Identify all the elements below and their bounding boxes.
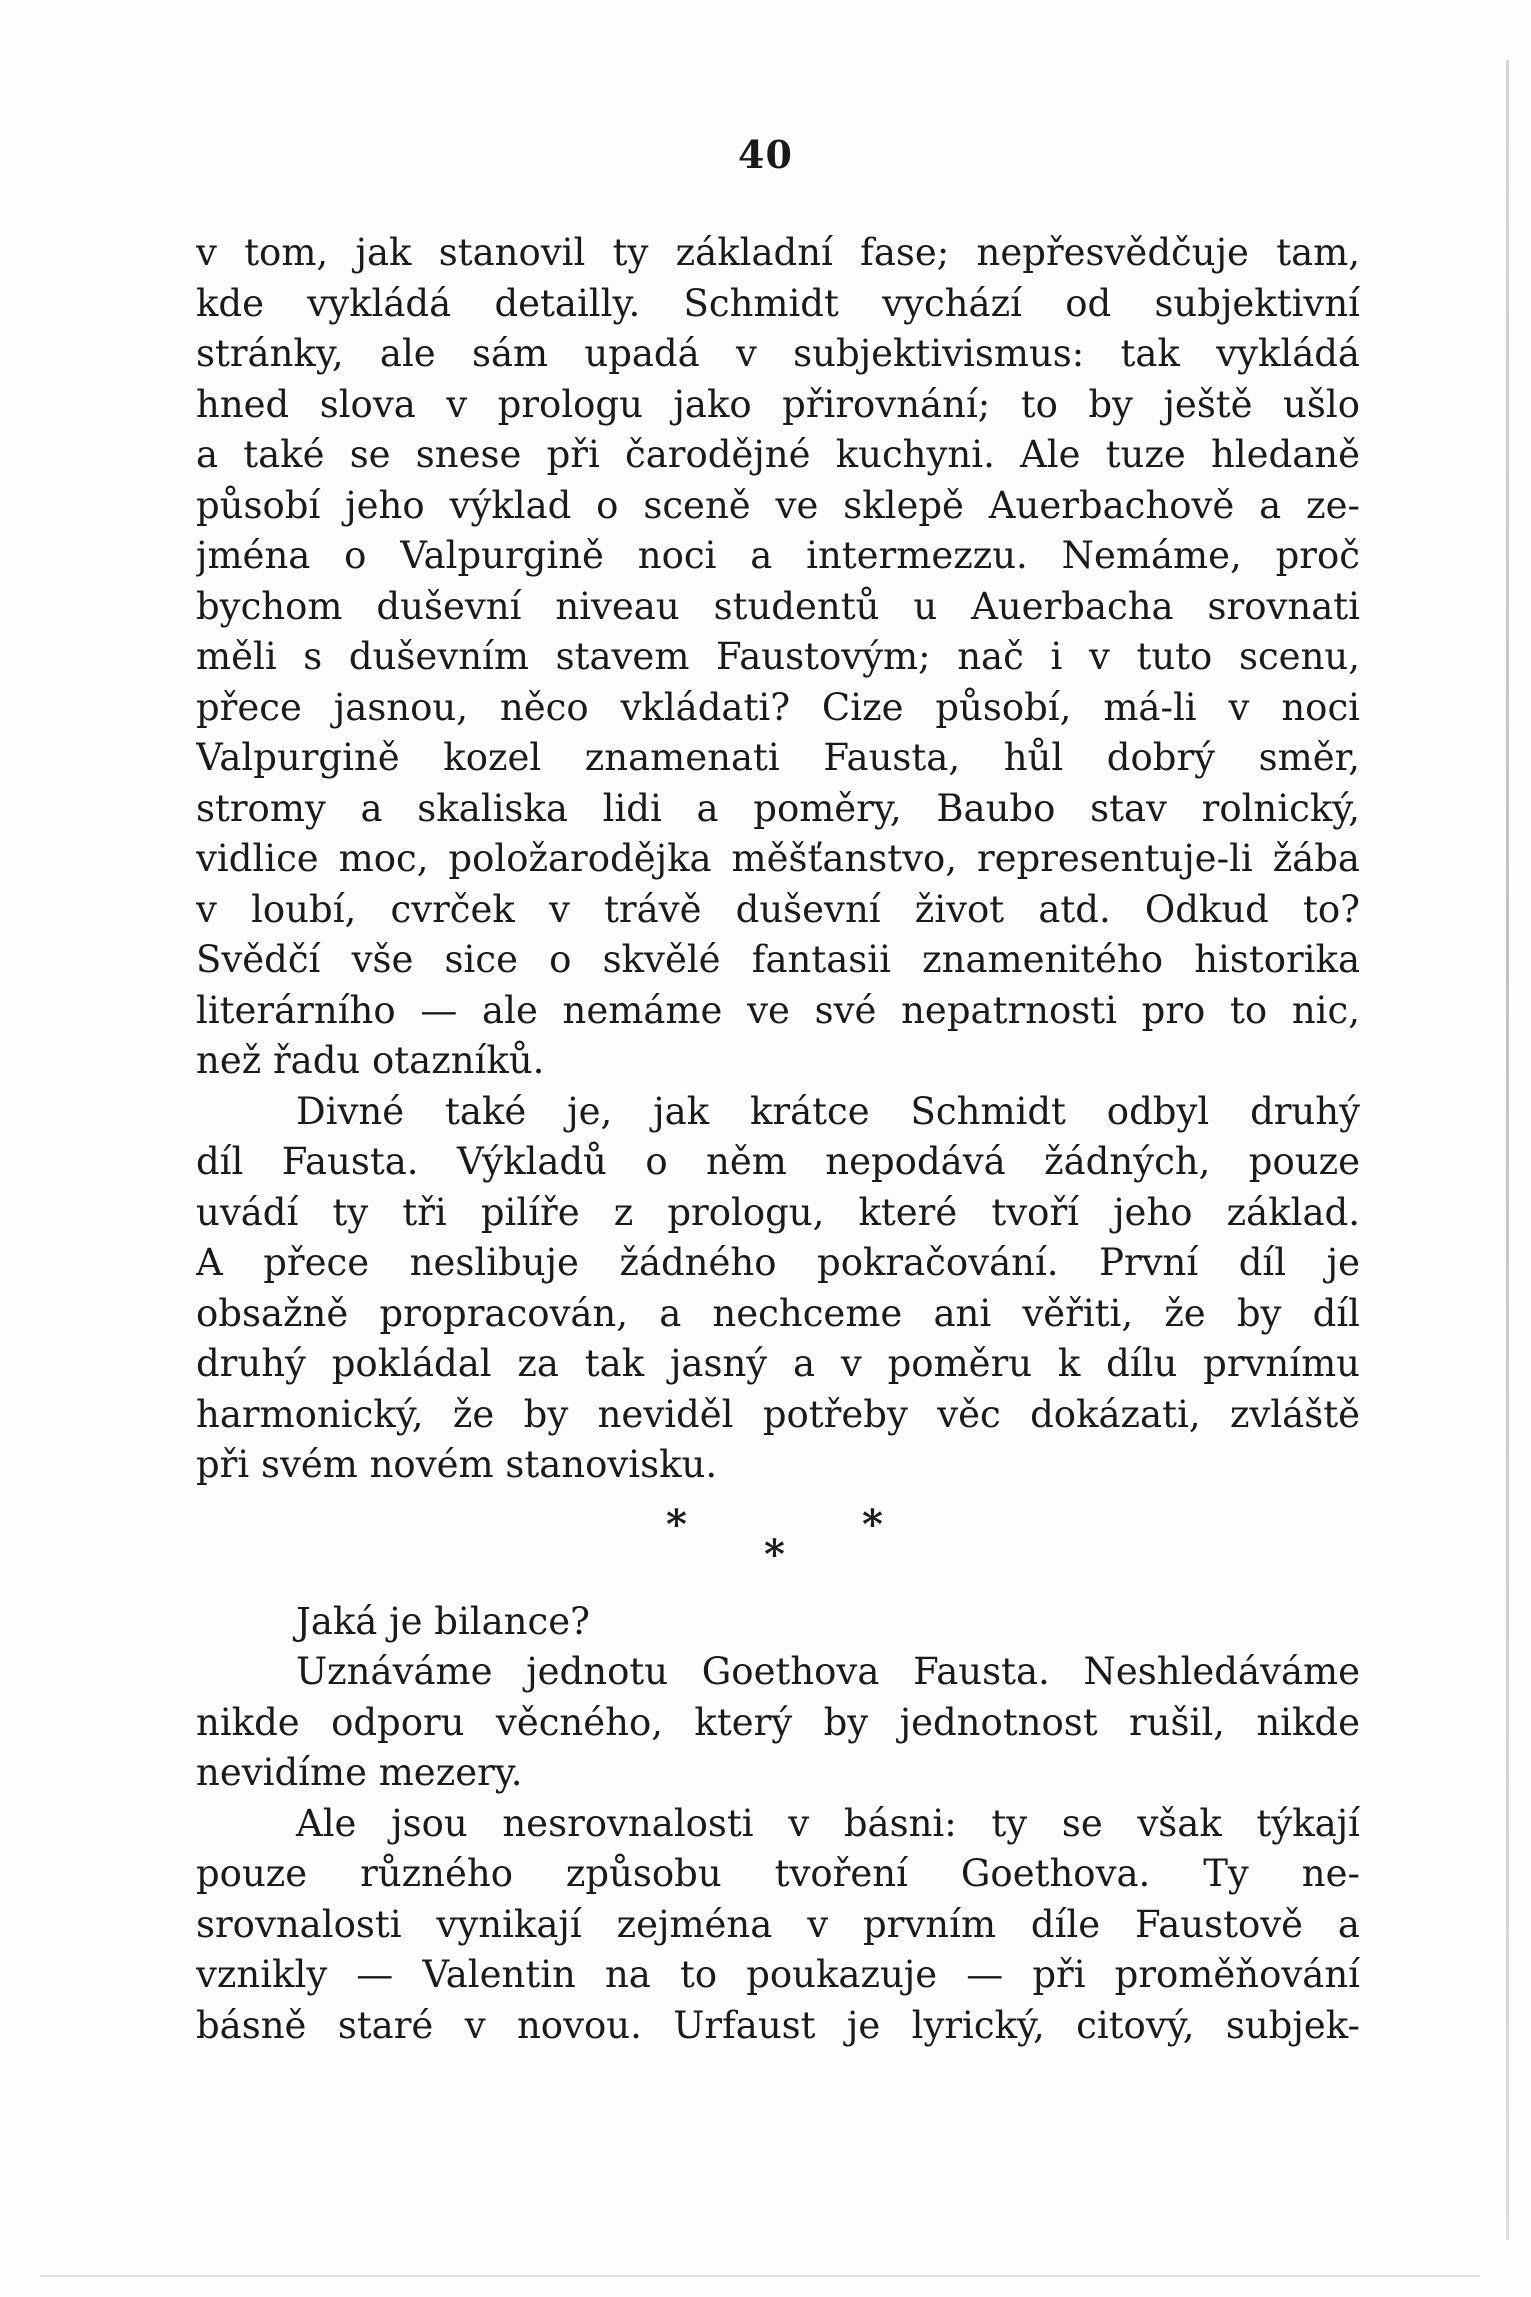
text-line: Ale jsou nesrovnalosti v básni: ty se však týkají <box>296 1801 1360 1845</box>
text-line: jména o Valpurgině noci a intermezzu. Nemáme, proč <box>196 534 1360 577</box>
text-line: stromy a skaliska lidi a poměry, Baubo stav rolnický, <box>196 786 1360 830</box>
text-line: Svědčí vše sice o skvělé fantasii znamenitého historika <box>196 938 1360 981</box>
text-line: hned slova v prologu jako přirovnání; to by ještě ušlo <box>196 382 1360 426</box>
text-line: vznikly — Valentin na to poukazuje — při proměňování <box>196 1953 1360 1996</box>
paragraph <box>196 228 1360 1087</box>
text-line: měli s duševním stavem Faustovým; nač i v tuto scenu, <box>196 635 1360 678</box>
text-line: v loubí, cvrček v trávě duševní život atd. Odkud to? <box>196 887 1360 931</box>
text-block <box>196 228 1360 2051</box>
asterisk: * <box>666 1500 687 1548</box>
text-line: při svém novém stanovisku. <box>196 1443 718 1486</box>
text-line: druhý pokládal za tak jasný a v poměru k dílu prvnímu <box>196 1342 1360 1385</box>
text-line: přece jasnou, něco vkládati? Cize působí, má-li v noci <box>196 685 1360 729</box>
asterisk: * <box>764 1530 785 1578</box>
scan-edge-bottom <box>40 2275 1480 2277</box>
text-line: uvádí ty tři pilíře z prologu, které tvoří jeho základ. <box>196 1190 1360 1234</box>
text-line: Divné také je, jak krátce Schmidt odbyl druhý <box>296 1089 1360 1133</box>
text-line: obsažně propracován, a nechceme ani věřiti, že by díl <box>196 1291 1360 1335</box>
text-line: bychom duševní niveau studentů u Auerbacha srovnati <box>196 584 1360 628</box>
scan-edge-right <box>1506 60 1509 2240</box>
section-separator <box>196 1491 1360 1597</box>
paragraph <box>196 1647 1360 1799</box>
text-line: než řadu otazníků. <box>196 1039 545 1082</box>
text-line: nikde odporu věcného, který by jednotnost rušil, nikde <box>196 1700 1360 1744</box>
text-line: Uznáváme jednotu Goethova Fausta. Neshledáváme <box>296 1650 1360 1693</box>
page-number: 40 <box>738 132 793 177</box>
text-line: stránky, ale sám upadá v subjektivismus: tak vykládá <box>196 332 1360 375</box>
asterisk: * <box>862 1500 883 1548</box>
text-line: vidlice moc, položarodějka měšťanstvo, representuje-li žába <box>196 837 1360 880</box>
text-line: díl Fausta. Výkladů o něm nepodává žádných, pouze <box>196 1140 1360 1183</box>
paragraph <box>196 1597 1360 1648</box>
text-line: básně staré v novou. Urfaust je lyrický, citový, subjek- <box>196 2003 1360 2047</box>
text-line: působí jeho výklad o sceně ve sklepě Auerbachově a ze- <box>196 483 1360 527</box>
paragraph <box>196 1087 1360 1491</box>
paragraph <box>196 1799 1360 2052</box>
text-line: a také se snese při čarodějné kuchyni. Ale tuze hledaně <box>196 433 1360 476</box>
text-line: nevidíme mezery. <box>196 1751 523 1794</box>
text-line: kde vykládá detailly. Schmidt vychází od subjektivní <box>196 281 1360 325</box>
text-line: A přece neslibuje žádného pokračování. První díl je <box>196 1241 1360 1284</box>
text-line: harmonický, že by neviděl potřeby věc dokázati, zvláště <box>196 1392 1360 1436</box>
text-line: pouze různého způsobu tvoření Goethova. Ty ne- <box>196 1852 1360 1895</box>
text-line: srovnalosti vynikají zejména v prvním díle Faustově a <box>196 1902 1360 1946</box>
text-line: v tom, jak stanovil ty základní fase; nepřesvědčuje tam, <box>196 231 1360 274</box>
text-line: Jaká je bilance? <box>296 1599 590 1643</box>
text-line: Valpurgině kozel znamenati Fausta, hůl dobrý směr, <box>196 736 1360 779</box>
text-line: literárního — ale nemáme ve své nepatrnosti pro to nic, <box>196 988 1360 1032</box>
